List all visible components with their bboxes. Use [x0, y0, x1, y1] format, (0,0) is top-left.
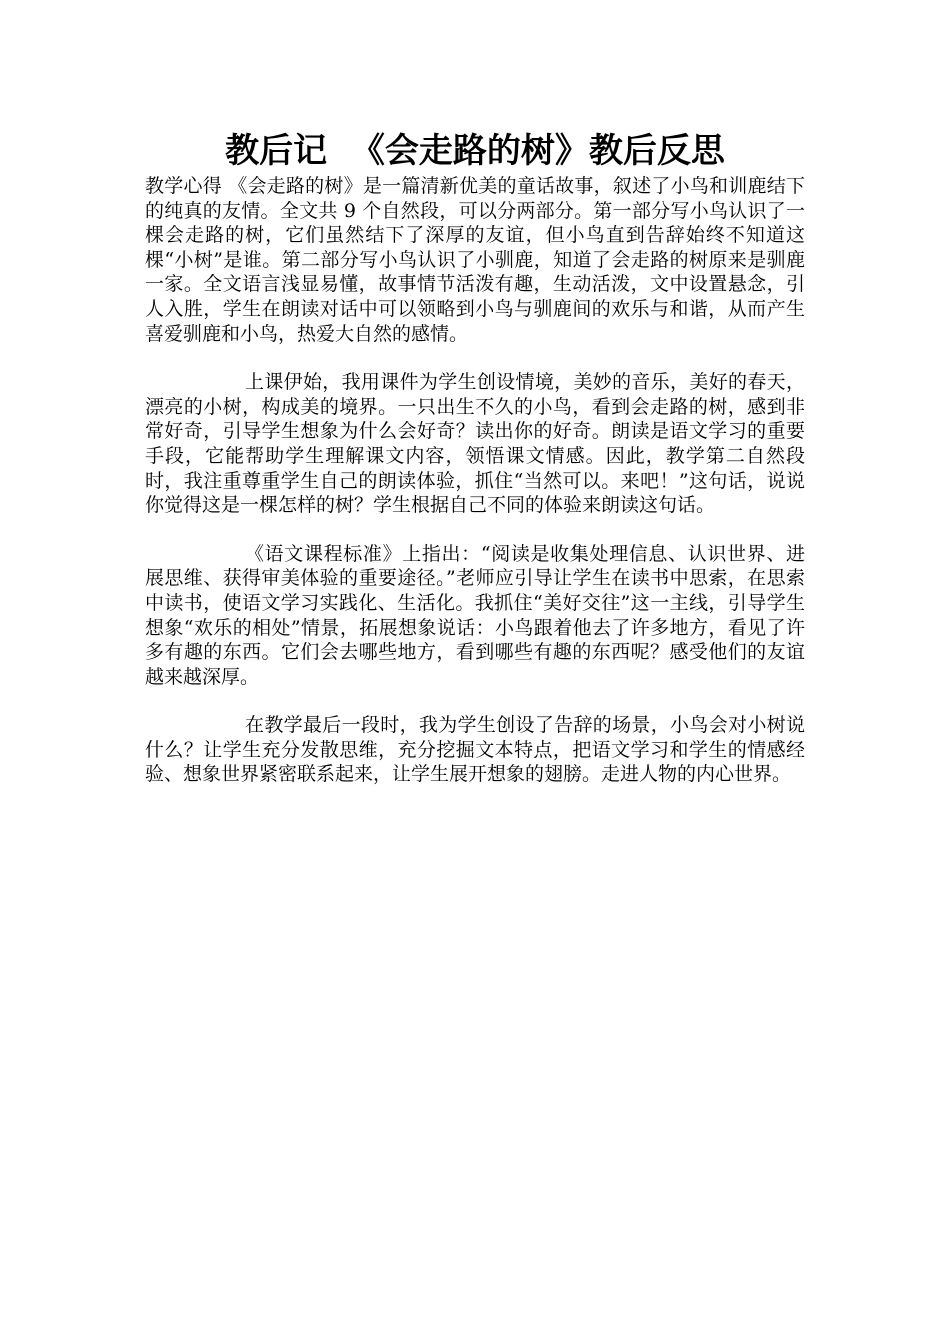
document-title: 教后记 《会走路的树》教后反思 [225, 131, 725, 171]
document-body [145, 174, 805, 811]
paragraph-curriculum-standard: 《语文课程标准》上指出：“阅读是收集处理信息、认识世界、进展思维、获得审美体验的重要途径。”老师应引导让学生在读书中思索，在思索中读书，使语文学习实践化、生活化。我抓住“美好交往”这一主线，引导学生想象“欢乐的相处”情景，拓展想象说话：小鸟跟着他去了许多地方，看见了许多有趣的东西。它们会去哪些地方，看到哪些有趣的东西呢？感受他们的友谊越来越深厚。 [145, 542, 805, 688]
paragraph-intro: 教学心得 《会走路的树》是一篇清新优美的童话故事，叙述了小鸟和训鹿结下的纯真的友情。全文共 9 个自然段，可以分两部分。第一部分写小鸟认识了一棵会走路的树，它们虽然结下了深厚的友谊，但小鸟直到告辞始终不知道这棵“小树”是谁。第二部分写小鸟认识了小驯鹿，知道了会走路的树原来是驯鹿一家。全文语言浅显易懂，故事情节活泼有趣，生动活泼，文中设置悬念，引人入胜，学生在朗读对话中可以领略到小鸟与驯鹿间的欢乐与和谐，从而产生喜爱驯鹿和小鸟，热爱大自然的感情。 [145, 175, 805, 345]
paragraph-lesson-start: 上课伊始，我用课件为学生创设情境，美妙的音乐，美好的春天，漂亮的小树，构成美的境界。一只出生不久的小鸟，看到会走路的树，感到非常好奇，引导学生想象为什么会好奇？读出你的好奇。朗读是语文学习的重要手段，它能帮助学生理解课文内容，领悟课文情感。因此，教学第二自然段时，我注重尊重学生自己的朗读体验，抓住“当然可以。来吧！”这句话，说说你觉得这是一棵怎样的树？学生根据自己不同的体验来朗读这句话。 [145, 371, 805, 517]
paragraph-final-section: 在教学最后一段时，我为学生创设了告辞的场景，小鸟会对小树说什么？让学生充分发散思维，充分挖掘文本特点，把语文学习和学生的情感经验、想象世界紧密联系起来，让学生展开想象的翅膀。走进人物的内心世界。 [145, 714, 805, 786]
